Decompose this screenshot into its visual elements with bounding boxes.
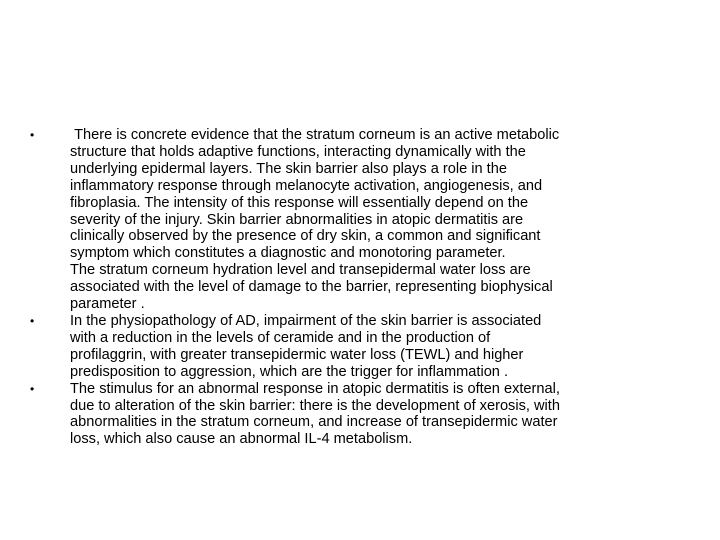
bullet-list [30, 127, 710, 448]
bullet-text: The stimulus for an abnormal response in atopic dermatitis is often external, due to alteration of the skin barrier: there is the development of xerosis, with abnormalities in the stratum corneum, and increase of transepidermic water loss, which also cause an abnormal IL-4 metabolism. [70, 380, 560, 448]
bullet-marker: • [30, 313, 35, 328]
bullet-marker: • [30, 128, 35, 142]
bullet-item-3 [30, 381, 710, 449]
bullet-text: There is concrete evidence that the stratum corneum is an active metabolic structure that holds adaptive functions, interacting dynamically with the underlying epidermal layers. The skin barrier also plays a role in the inflammatory response through melanocyte activation, angiogenesis, and fibroplasia. The intensity of this response will essentially depend on the severity of the injury. Skin barrier abnormalities in atopic dermatitis are clinically observed by the presence of dry skin, a common and significant symptom which constitutes a diagnostic and monotoring parameter. The stratum corneum hydration level and transepidermal water loss are associated with the level of damage to the barrier, representing biophysical parameter . [70, 127, 560, 313]
bullet-item-2 [30, 313, 710, 381]
bullet-item-1 [30, 127, 710, 313]
bullet-text: In the physiopathology of AD, impairment of the skin barrier is associated with a reduction in the levels of ceramide and in the production of profilaggrin, with greater transepidermic water loss (TEWL) and higher predisposition to aggression, which are the trigger for inflammation . [70, 312, 542, 380]
bullet-marker: • [30, 381, 35, 396]
